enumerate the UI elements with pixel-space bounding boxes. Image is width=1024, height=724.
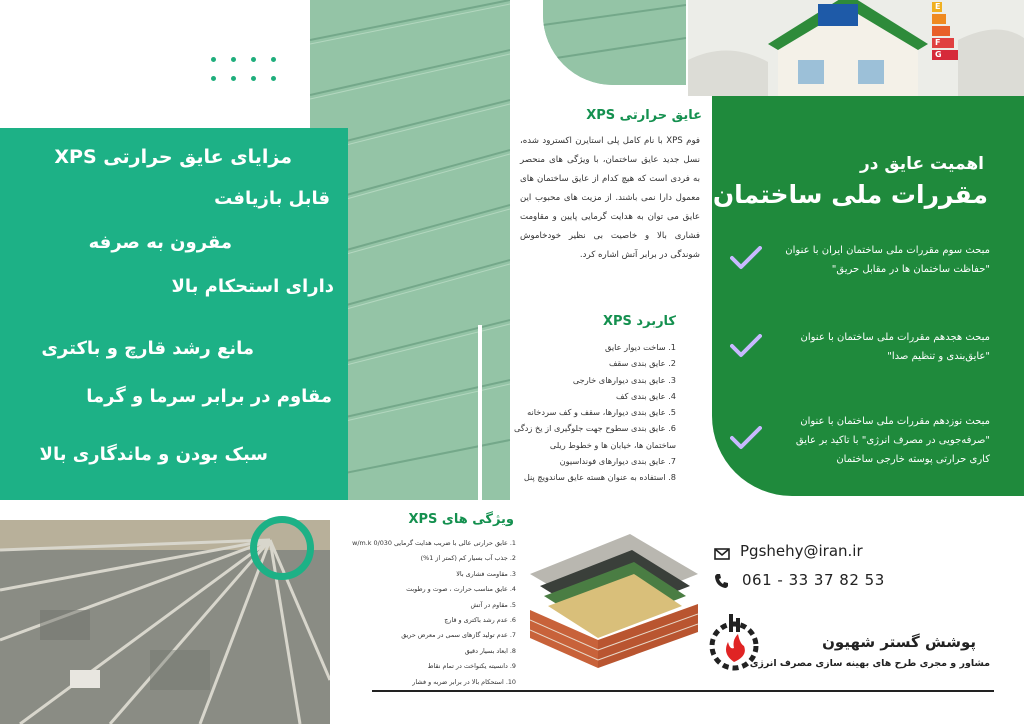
divider: [478, 325, 482, 500]
phone-icon: [714, 573, 730, 593]
list-item: 2. جذب آب بسیار کم (کمتر از 1%): [420, 554, 516, 563]
building-regulations-panel: [712, 96, 1024, 496]
list-item: 6. عدم رشد باکتری و قارچ: [444, 616, 516, 625]
regulation-point: مبحث نوزدهم مقررات ملی ساختمان با عنوان "صرفه‌جویی در مصرف انرژی" با تاکید بر عایق کاری حرارتی پوسته خارجی ساختمان: [795, 416, 990, 465]
xps-foam-photo-small: [543, 0, 686, 85]
list-item: 4. عایق مناسب حرارت ، صوت و رطوبت: [406, 585, 516, 594]
list-item: 5. مقاوم در آتش: [470, 600, 516, 609]
check-icon: [730, 334, 762, 362]
advantage-item: مقاوم در برابر سرما و گرما: [86, 386, 332, 407]
list-item: 9. دانسیته یکنواخت در تمام نقاط: [427, 662, 516, 671]
list-item: 4. عایق بندی کف: [616, 390, 676, 401]
features-list: [340, 536, 516, 690]
regulations-title-line1: اهمیت عایق در: [860, 154, 984, 174]
check-icon: [730, 426, 762, 454]
email-icon: [714, 545, 730, 564]
email-text[interactable]: Pgshehy@iran.ir: [740, 542, 863, 560]
advantage-item: سبک بودن و ماندگاری بالا: [39, 444, 268, 465]
list-item: 7. عدم تولید گازهای سمی در معرض حریق: [401, 631, 516, 640]
energy-label-e: E: [935, 2, 941, 11]
decorative-ring: [250, 516, 314, 580]
usage-list: [504, 339, 676, 486]
check-icon: [730, 246, 762, 274]
energy-label-g: G: [935, 50, 942, 59]
advantage-item: قابل بازیافت: [214, 188, 330, 209]
list-item: 8. استفاده به عنوان هسته عایق ساندویچ پنل: [523, 472, 676, 483]
list-item: 1. عایق حرارتی عالی با ضریب هدایت گرمایی w/m.k 0/030: [352, 539, 516, 547]
list-item: 6. عایق بندی سطوح جهت جلوگیری از یخ زدگی ساختمان ها، خیابان ها و خطوط ریلی: [514, 423, 676, 450]
list-item: 1. ساخت دیوار عایق: [605, 342, 676, 352]
usage-heading: کاربرد XPS: [602, 314, 676, 329]
footer-divider: [372, 690, 994, 692]
list-item: 7. عایق بندی دیوارهای فونداسیون: [559, 456, 676, 467]
advantage-item: مقرون به صرفه: [88, 232, 232, 253]
insulation-heading: عایق حرارتی XPS: [586, 108, 702, 123]
regulation-point: مبحث سوم مقررات ملی ساختمان ایران با عنوان "حفاظت ساختمان ها در مقابل حریق": [785, 245, 990, 275]
regulation-point: مبحث هجدهم مقررات ملی ساختمان با عنوان "عایق‌بندی و تنظیم صدا": [800, 332, 990, 362]
phone-text[interactable]: 061 - 33 37 82 53: [742, 571, 885, 589]
list-item: 8. ابعاد بسیار دقیق: [464, 646, 516, 655]
list-item: 3. عایق بندی دیوارهای خارجی: [572, 374, 676, 385]
dots-area: [0, 0, 310, 128]
company-tagline: مشاور و مجری طرح های بهینه سازی مصرف انرژی: [749, 658, 990, 669]
list-item: 3. مقاومت فشاری بالا: [456, 569, 516, 578]
company-name: پوشش گستر شهیون: [822, 633, 976, 651]
list-item: 2. عایق بندی سقف: [608, 358, 676, 369]
insulation-layers-illustration: [530, 534, 698, 668]
list-item: 10. استحکام بالا در برابر ضربه و فشار: [412, 677, 516, 686]
advantages-title: مزایای عایق حرارتی XPS: [54, 146, 292, 168]
advantage-item: مانع رشد قارچ و باکتری: [41, 338, 254, 359]
advantage-item: دارای استحکام بالا: [171, 276, 334, 297]
features-heading: ویژگی های XPS: [408, 512, 514, 527]
energy-label-f: F: [935, 38, 941, 47]
energy-house-photo: [688, 0, 1024, 96]
xps-advantages-panel: [0, 128, 348, 500]
regulations-title-line2: مقررات ملی ساختمان: [712, 180, 988, 209]
insulation-description: فوم XPS با نام کامل پلی استایرن اکسترود شده، نسل جدید عایق ساختمان، با ویژگی های منحصر به فردی است که هیچ کدام از عایق ساختمان های معمول دارا نمی باشند. از مزیت های محبوب این عایق می توان به هدایت گرمایی پایین و مقاومت فشاری بالا و خاصیت بی نظیر خودخاموش شوندگی در برابر آتش اشاره کرد.: [520, 136, 701, 260]
list-item: 5. عایق بندی دیوارها، سقف و کف سردخانه: [527, 407, 676, 418]
